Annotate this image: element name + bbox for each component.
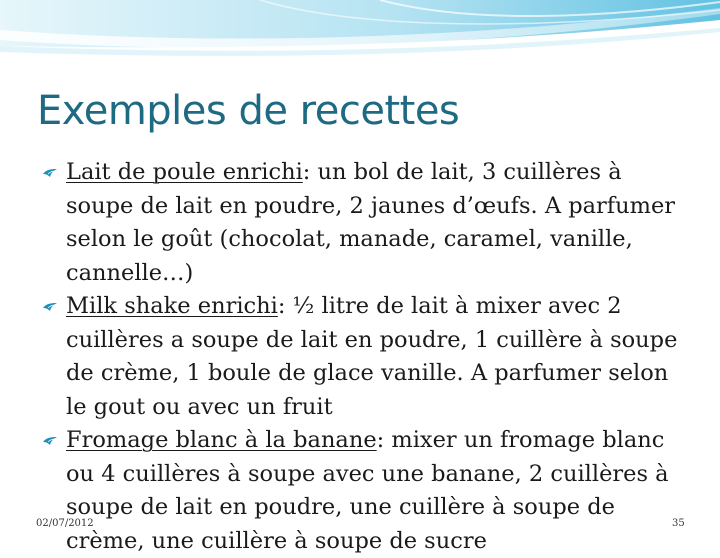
- recipe-description: : ½ litre de lait à mixer avec 2 cuillères a soupe de lait en poudre, 1 cuillère à soupe de crème, 1 boule de glace vanille. A parfumer selon le gout ou avec un fruit: [66, 293, 678, 420]
- page-number: 35: [672, 518, 685, 529]
- recipe-name: Milk shake enrichi: [66, 293, 278, 319]
- list-item: [40, 156, 680, 290]
- header-decoration: [0, 0, 720, 62]
- slide-title: Exemples de recettes: [37, 88, 460, 134]
- bird-bullet-icon: [42, 165, 58, 181]
- recipe-name: Fromage blanc à la banane: [66, 427, 377, 453]
- recipe-description: : mixer un fromage blanc ou 4 cuillères à soupe avec une banane, 2 cuillères à soupe de lait en poudre, une cuillère à soupe de crème, une cuillère à soupe de sucre: [66, 427, 669, 554]
- bullet-list: [40, 156, 680, 558]
- list-item: [40, 290, 680, 424]
- bird-bullet-icon: [42, 433, 58, 449]
- list-item: [40, 424, 680, 558]
- footer-date: 02/07/2012: [36, 518, 94, 529]
- recipe-description: : un bol de lait, 3 cuillères à soupe de lait en poudre, 2 jaunes d’œufs. A parfumer selon le goût (chocolat, manade, caramel, vanille, cannelle…): [66, 159, 676, 286]
- recipe-name: Lait de poule enrichi: [66, 159, 303, 185]
- bird-bullet-icon: [42, 299, 58, 315]
